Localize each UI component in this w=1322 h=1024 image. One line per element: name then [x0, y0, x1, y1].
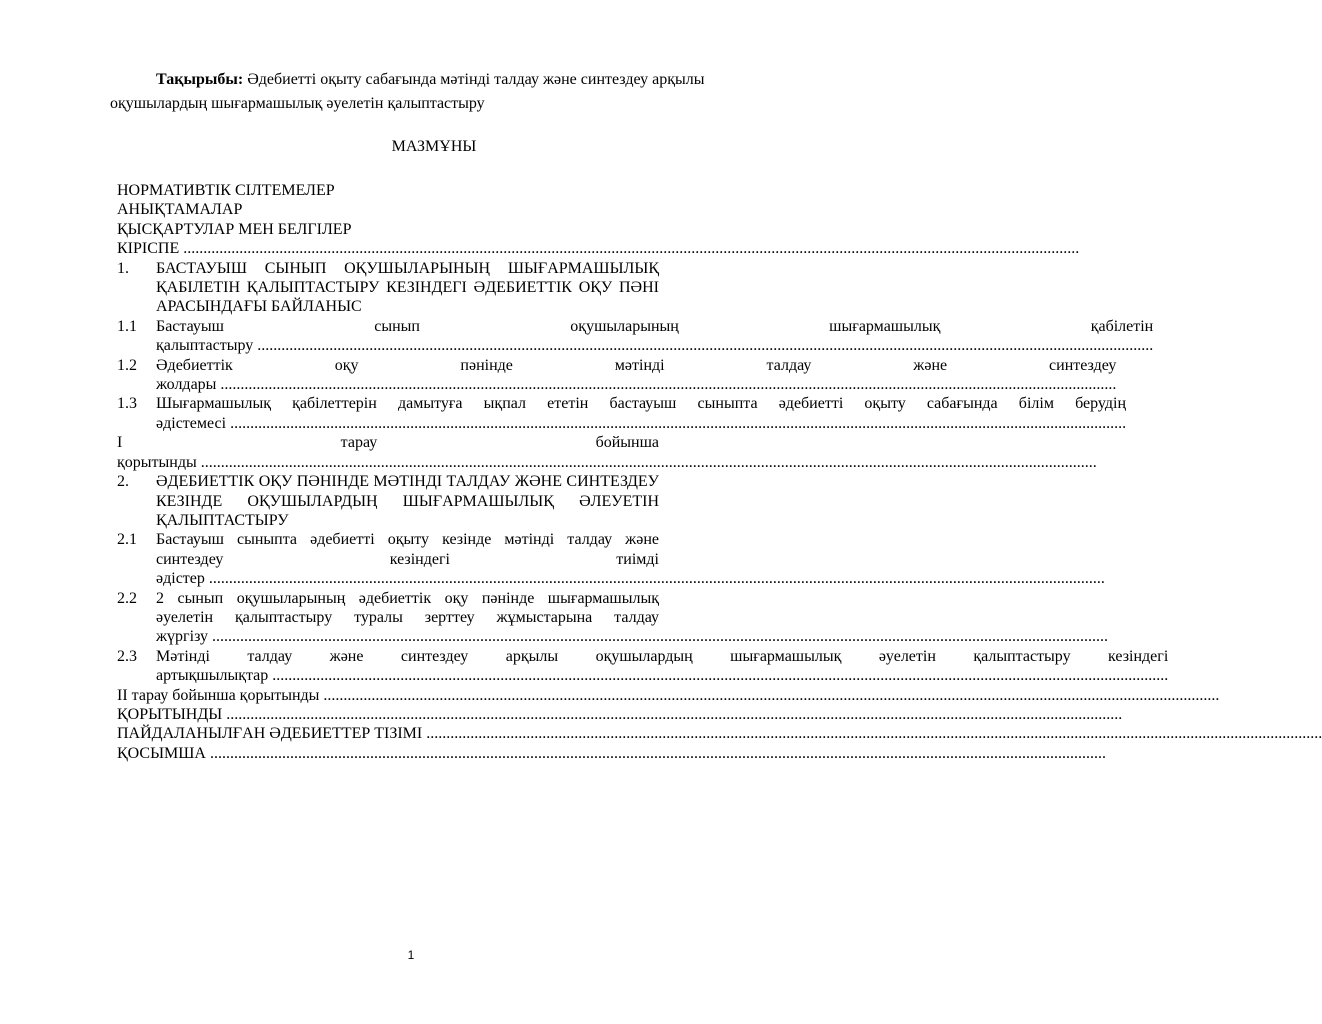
section-1-1-last: [156, 336, 1153, 355]
toc-section-1-2: [117, 356, 1117, 395]
section-2-2-last-wrap: [156, 628, 1108, 645]
toc-intro-label: КІРІСПЕ: [117, 240, 180, 258]
section-2-2-last: [156, 627, 461, 646]
toc-appendix: [117, 744, 659, 763]
table-of-contents: [117, 181, 1169, 763]
section-1-2-last-text: жолдары: [156, 376, 217, 394]
section-2-2-last-text: жүргізу: [156, 628, 209, 646]
toc-section-2-2: [117, 589, 659, 647]
section-2-3-number: 2.3: [117, 647, 137, 665]
section-1-1-number: 1.1: [117, 317, 137, 335]
section-2-1-last-wrap: [156, 570, 1105, 587]
ch1-conclusion-last-wrap: [117, 454, 1097, 471]
section-1-3-text: Шығармашылық қабілеттерін дамытуға ықпал ететін бастауыш сыныпта әдебиетті оқыту сабағында білім берудің: [156, 395, 1127, 413]
chapter-1-title: БАСТАУЫШ СЫНЫП ОҚУШЫЛАРЫНЫҢ ШЫҒАРМАШЫЛЫҚ ҚАБІЛЕТІН ҚАЛЫПТАСТЫРУ КЕЗІНДЕГІ ӘДЕБИЕТТІК ОҚУ ПӘНІ АРАСЫНДАҒЫ БАЙЛАНЫС: [156, 259, 659, 316]
section-1-2-text: Әдебиеттік оқу пәнінде мәтінді талдау және синтездеу: [156, 356, 1117, 374]
ch1-conclusion-last: қорытынды: [117, 453, 197, 471]
toc-chapter-1-conclusion-line1: [117, 433, 659, 452]
section-1-3-last-text: әдістемесі: [156, 414, 227, 432]
toc-section-1-3: [117, 394, 1127, 433]
section-2-1-text: Бастауыш сыныпта әдебиетті оқыту кезінде мәтінді талдау және синтездеу кезіндегі тиімді: [156, 531, 659, 568]
section-1-3-last: [156, 414, 1126, 433]
toc-references: [117, 724, 659, 743]
references-label: ПАЙДАЛАНЫЛҒАН ӘДЕБИЕТТЕР ТІЗІМІ: [117, 725, 423, 743]
toc-abbreviations: ҚЫСҚАРТУЛАР МЕН БЕЛГІЛЕР: [117, 220, 352, 238]
section-2-3-last-text: артықшылықтар: [156, 667, 269, 685]
conclusion-label: ҚОРЫТЫНДЫ: [117, 705, 223, 723]
section-2-3-last: [156, 666, 1168, 685]
topic-text: Әдебиетті оқыту сабағында мәтінді талдау және синтездеу арқылы оқушылардың шығармашылық әуелетін қалыптастыру: [110, 71, 705, 112]
toc-chapter-2-conclusion: [117, 686, 659, 705]
chapter-1-number: 1.: [117, 259, 129, 277]
toc-intro: [117, 239, 659, 258]
toc-chapter-1: [117, 259, 659, 317]
section-1-2-last: [156, 375, 1116, 394]
appendix-label: ҚОСЫМША: [117, 744, 206, 762]
section-2-1-number: 2.1: [117, 531, 137, 549]
section-2-2-text: 2 сынып оқушыларының әдебиеттік оқу пәнінде шығармашылық әуелетін қалыптастыру туралы зерттеу жұмыстарына талдау: [156, 589, 659, 626]
chapter-2-number: 2.: [117, 473, 129, 491]
ch1-conclusion-part-c: бойынша: [595, 434, 659, 452]
section-1-3-number: 1.3: [117, 395, 137, 413]
contents-heading: МАЗМҰНЫ: [391, 138, 477, 155]
toc-section-2-1: [117, 530, 659, 588]
toc-chapter-2: [117, 472, 659, 530]
topic-paragraph: [110, 68, 715, 116]
ch1-conclusion-part-a: I: [117, 434, 123, 452]
ch2-conclusion-label: II тарау бойынша қорытынды: [117, 686, 320, 704]
chapter-2-title: ӘДЕБИЕТТІК ОҚУ ПӘНІНДЕ МӘТІНДІ ТАЛДАУ ЖӘНЕ СИНТЕЗДЕУ КЕЗІНДЕ ОҚУШЫЛАРДЫҢ ШЫҒАРМАШЫЛЫҚ ӘЛЕУЕТІН ҚАЛЫПТАСТЫРУ: [156, 473, 659, 529]
toc-section-2-3: [117, 647, 1169, 686]
toc-conclusion: [117, 705, 659, 724]
ch1-conclusion-part-b: тарау: [340, 434, 378, 452]
section-2-1-last-text: әдістер: [156, 570, 205, 588]
topic-label: Тақырыбы:: [156, 71, 244, 88]
toc-section-1-1: [117, 317, 1154, 356]
section-1-1-last-text: қалыптастыру: [156, 337, 254, 355]
toc-normative: НОРМАТИВТІК СІЛТЕМЕЛЕР: [117, 182, 335, 199]
section-2-1-last: [156, 569, 456, 588]
section-1-2-number: 1.2: [117, 356, 137, 374]
section-1-1-text: Бастауыш сынып оқушыларының шығармашылық қабілетін: [156, 317, 1154, 335]
section-2-2-number: 2.2: [117, 589, 137, 607]
section-2-3-text: Мәтінді талдау және синтездеу арқылы оқушылардың шығармашылық әуелетін қалыптастыру кезіндегі: [156, 647, 1169, 665]
toc-chapter-1-conclusion-line2: [117, 453, 527, 472]
toc-definitions: АНЫҚТАМАЛАР: [117, 201, 243, 219]
page-number: 1: [407, 948, 415, 962]
